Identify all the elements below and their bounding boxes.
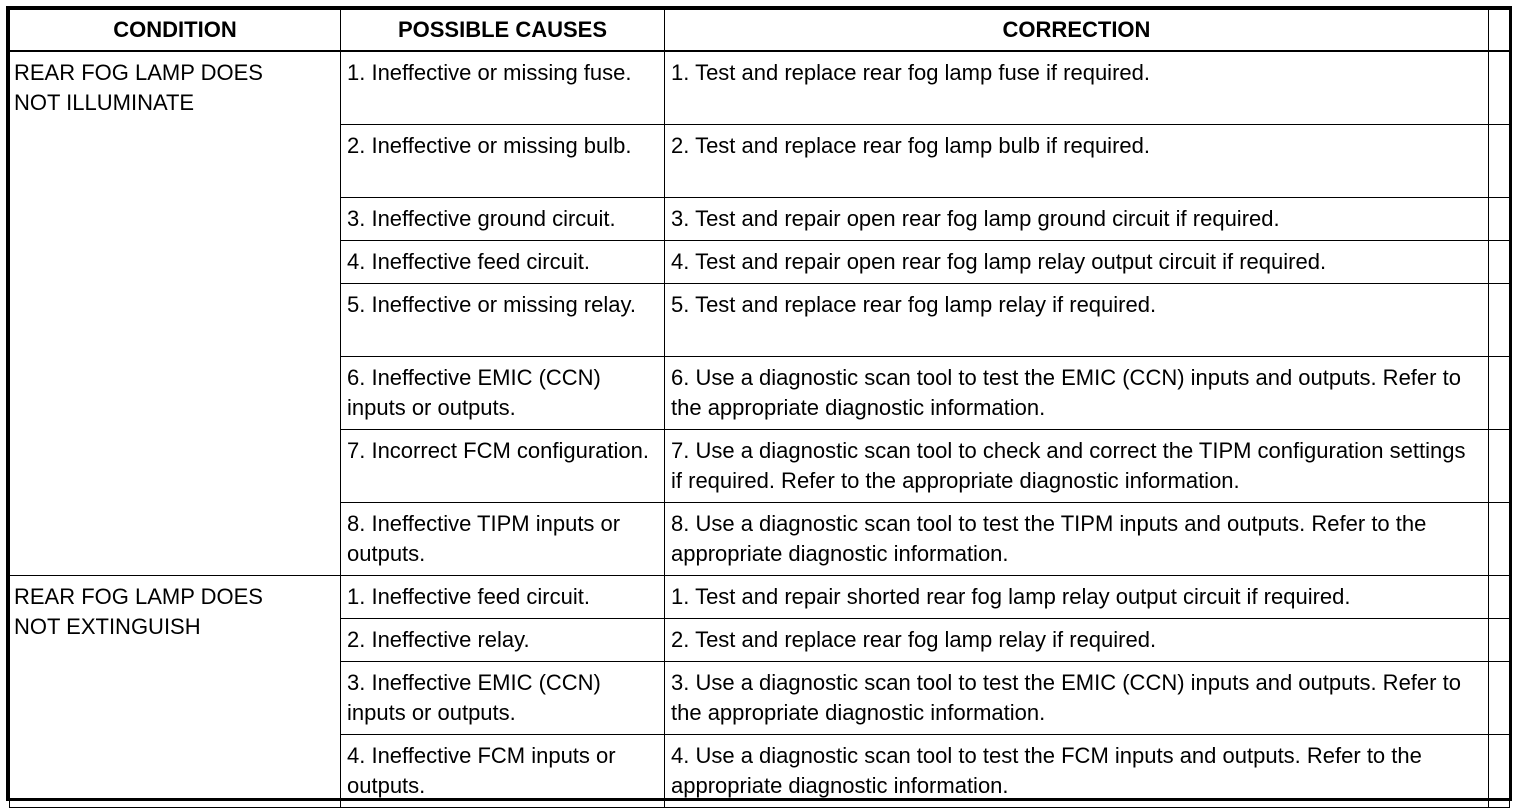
condition-line: NOT EXTINGUISH	[14, 614, 201, 639]
cause-cell: 7. Incorrect FCM configuration.	[341, 430, 665, 503]
header-possible-causes: POSSIBLE CAUSES	[341, 10, 665, 52]
correction-cell: 4. Use a diagnostic scan tool to test the FCM inputs and outputs. Refer to the appropriate diagnostic information.	[665, 735, 1489, 808]
spacer-cell	[1489, 357, 1510, 430]
correction-cell: 1. Test and replace rear fog lamp fuse if required.	[665, 51, 1489, 125]
spacer-cell	[1489, 503, 1510, 576]
spacer-cell	[1489, 125, 1510, 198]
cause-cell: 2. Ineffective relay.	[341, 619, 665, 662]
spacer-cell	[1489, 430, 1510, 503]
cause-cell: 5. Ineffective or missing relay.	[341, 284, 665, 357]
correction-cell: 1. Test and repair shorted rear fog lamp relay output circuit if required.	[665, 576, 1489, 619]
spacer-cell	[1489, 198, 1510, 241]
correction-cell: 2. Test and replace rear fog lamp bulb if required.	[665, 125, 1489, 198]
condition-cell	[10, 576, 341, 808]
cause-cell: 1. Ineffective or missing fuse.	[341, 51, 665, 125]
header-condition: CONDITION	[10, 10, 341, 52]
spacer-cell	[1489, 284, 1510, 357]
header-row	[10, 10, 1510, 52]
table-row	[10, 51, 1510, 125]
table-row	[10, 576, 1510, 619]
cause-cell: 2. Ineffective or missing bulb.	[341, 125, 665, 198]
spacer-cell	[1489, 241, 1510, 284]
condition-cell	[10, 51, 341, 576]
condition-line: NOT ILLUMINATE	[14, 90, 195, 115]
cause-cell: 8. Ineffective TIPM inputs or outputs.	[341, 503, 665, 576]
correction-cell: 4. Test and repair open rear fog lamp relay output circuit if required.	[665, 241, 1489, 284]
diagnosis-table	[9, 9, 1510, 808]
cause-cell: 1. Ineffective feed circuit.	[341, 576, 665, 619]
spacer-cell	[1489, 662, 1510, 735]
header-correction: CORRECTION	[665, 10, 1489, 52]
cause-cell: 6. Ineffective EMIC (CCN) inputs or outputs.	[341, 357, 665, 430]
cause-cell: 3. Ineffective EMIC (CCN) inputs or outputs.	[341, 662, 665, 735]
spacer-cell	[1489, 619, 1510, 662]
condition-line: REAR FOG LAMP DOES	[14, 60, 263, 85]
correction-cell: 5. Test and replace rear fog lamp relay if required.	[665, 284, 1489, 357]
spacer-cell	[1489, 735, 1510, 808]
correction-cell: 7. Use a diagnostic scan tool to check and correct the TIPM configuration settings if required. Refer to the appropriate diagnostic information.	[665, 430, 1489, 503]
correction-cell: 6. Use a diagnostic scan tool to test the EMIC (CCN) inputs and outputs. Refer to the appropriate diagnostic information.	[665, 357, 1489, 430]
spacer-cell	[1489, 576, 1510, 619]
diagnosis-table-frame	[6, 6, 1512, 801]
cause-cell: 3. Ineffective ground circuit.	[341, 198, 665, 241]
header-spacer	[1489, 10, 1510, 52]
spacer-cell	[1489, 51, 1510, 125]
correction-cell: 3. Test and repair open rear fog lamp ground circuit if required.	[665, 198, 1489, 241]
cause-cell: 4. Ineffective FCM inputs or outputs.	[341, 735, 665, 808]
cause-cell: 4. Ineffective feed circuit.	[341, 241, 665, 284]
condition-line: REAR FOG LAMP DOES	[14, 584, 263, 609]
correction-cell: 2. Test and replace rear fog lamp relay if required.	[665, 619, 1489, 662]
correction-cell: 3. Use a diagnostic scan tool to test the EMIC (CCN) inputs and outputs. Refer to the appropriate diagnostic information.	[665, 662, 1489, 735]
correction-cell: 8. Use a diagnostic scan tool to test the TIPM inputs and outputs. Refer to the appropriate diagnostic information.	[665, 503, 1489, 576]
